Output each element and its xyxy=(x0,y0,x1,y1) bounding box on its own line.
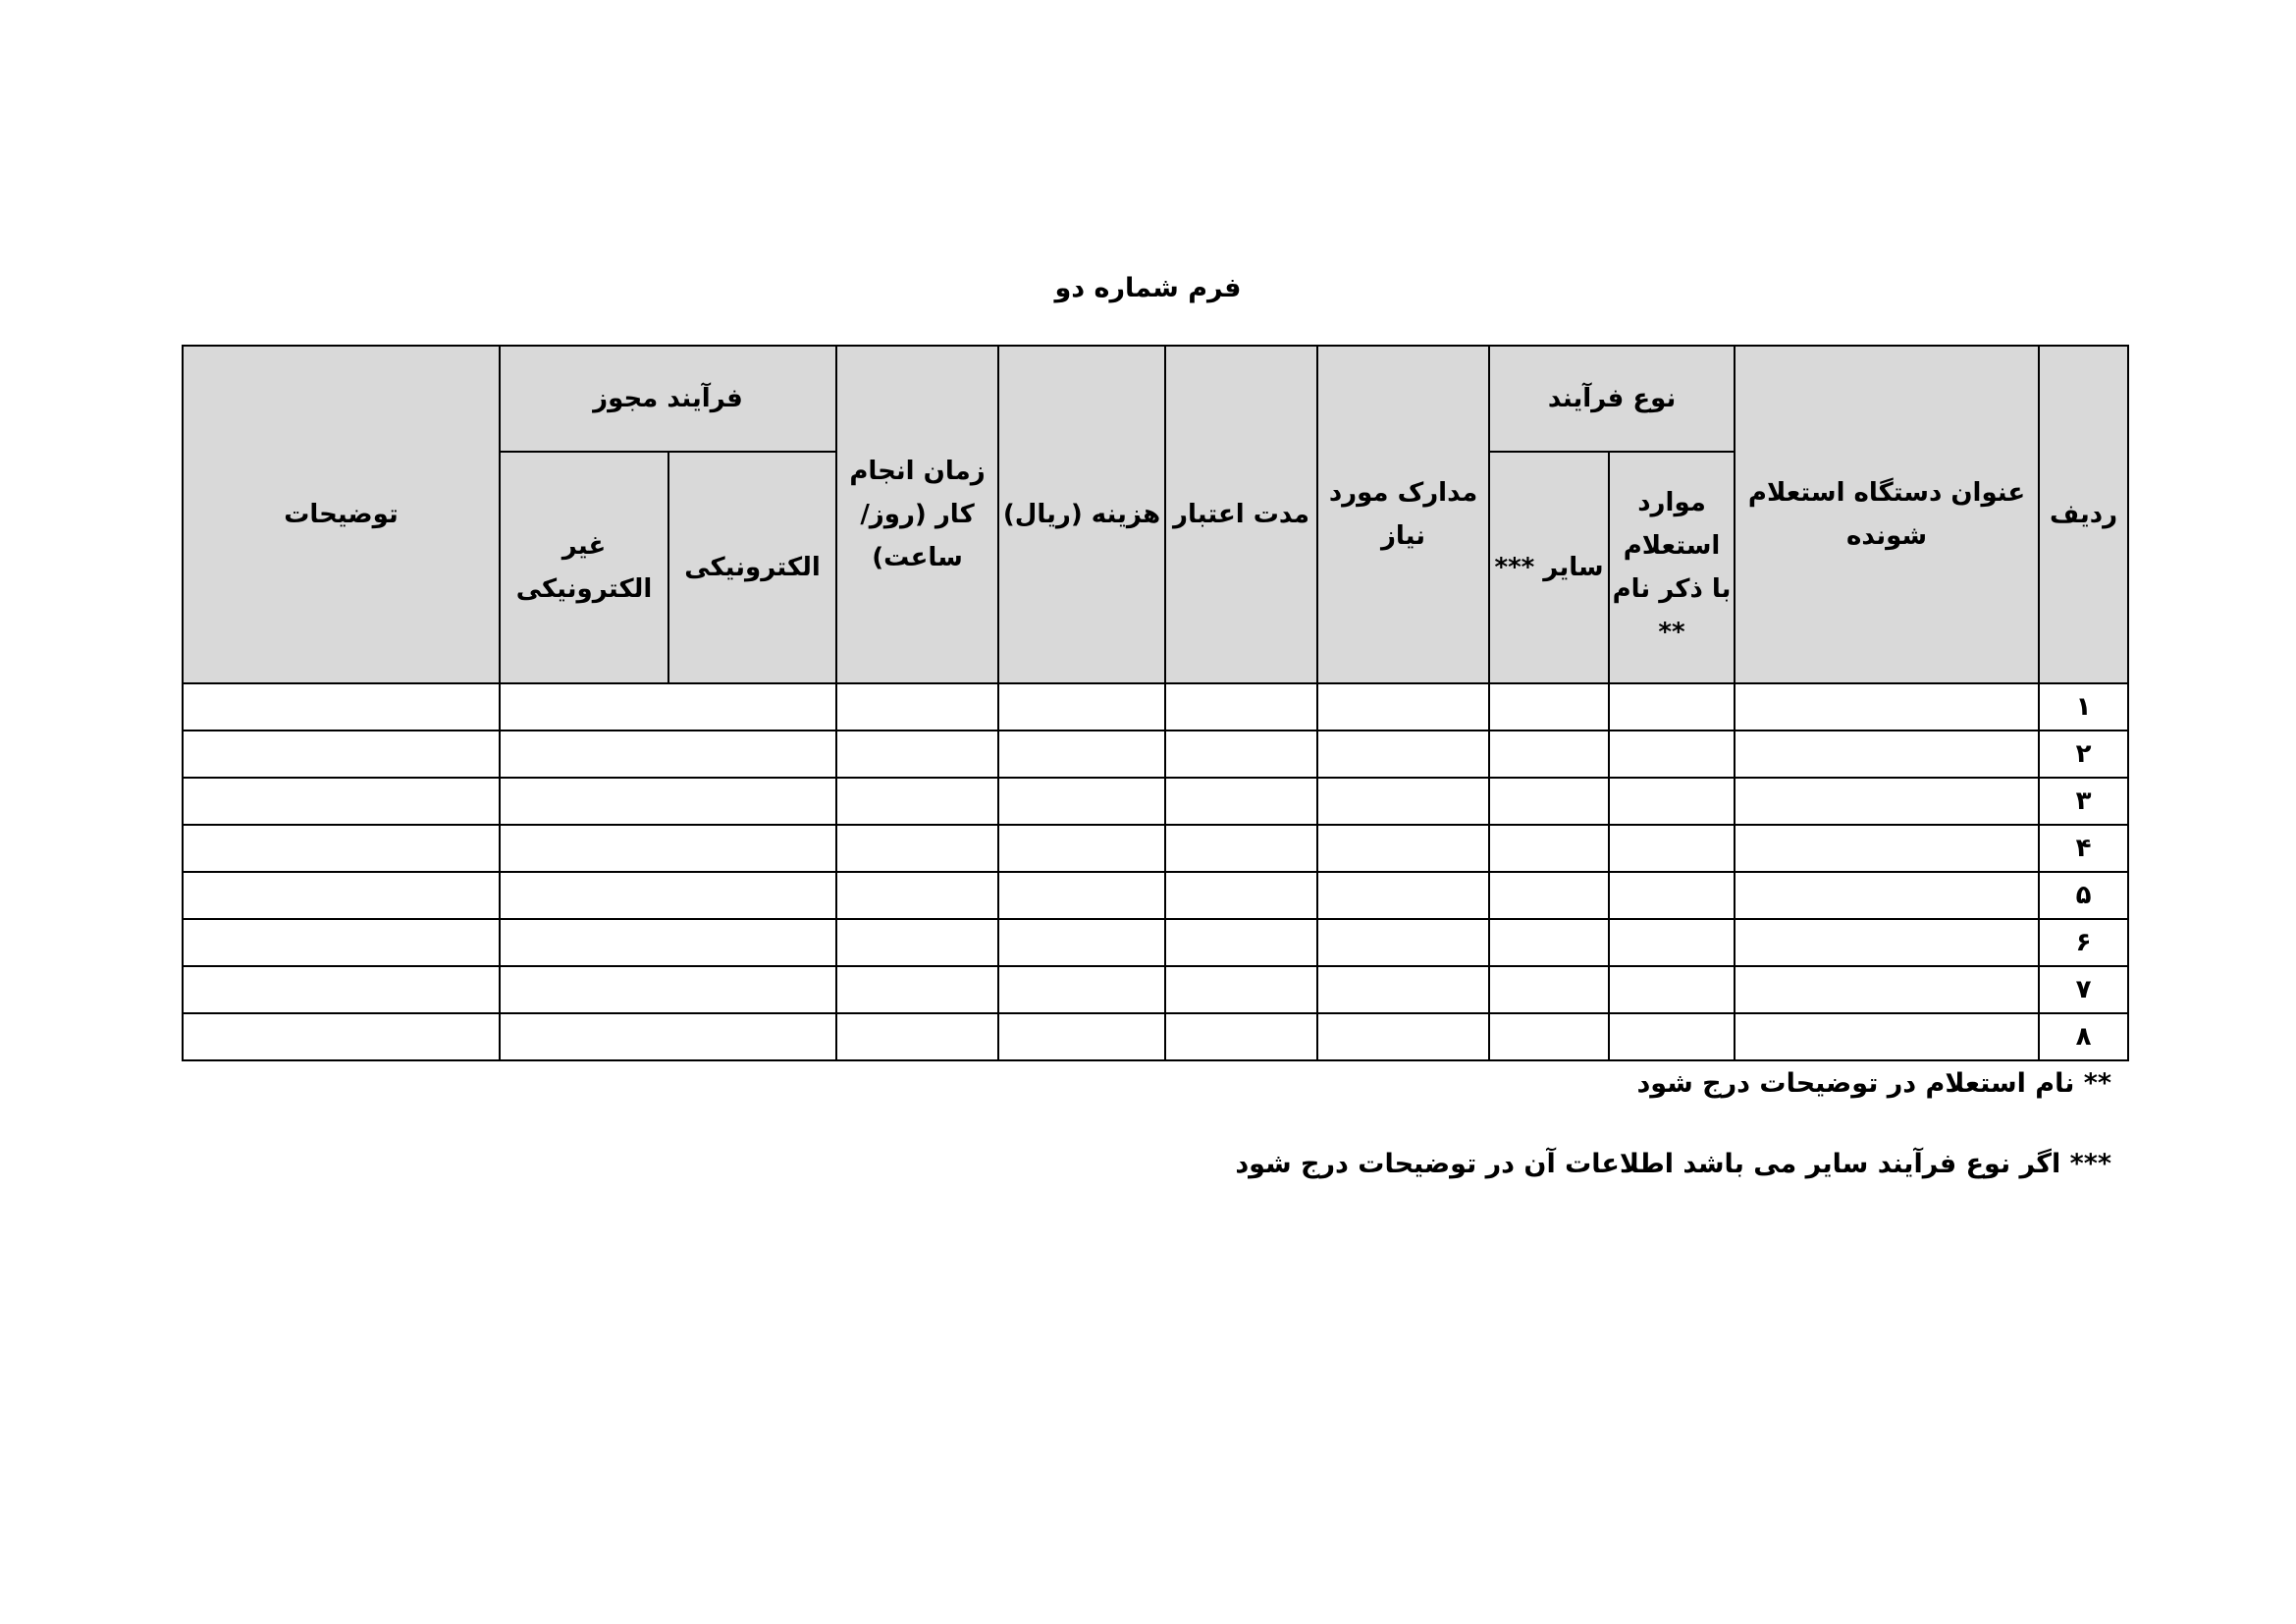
table-cell[interactable] xyxy=(1735,1013,2039,1060)
table-cell[interactable] xyxy=(1489,919,1609,966)
table-cell[interactable] xyxy=(836,778,998,825)
table-cell[interactable] xyxy=(500,919,836,966)
row-number: ۲ xyxy=(2039,731,2128,778)
header-moddat: مدت اعتبار xyxy=(1165,346,1317,683)
table-cell[interactable] xyxy=(1489,966,1609,1013)
table-cell[interactable] xyxy=(1165,966,1317,1013)
header-electronic: الکترونیکی xyxy=(668,452,836,683)
table-cell[interactable] xyxy=(1735,919,2039,966)
table-cell[interactable] xyxy=(1317,683,1489,731)
table-row xyxy=(183,872,2128,919)
table-cell[interactable] xyxy=(1735,778,2039,825)
table-row xyxy=(183,683,2128,731)
table-cell[interactable] xyxy=(1317,1013,1489,1060)
table-cell[interactable] xyxy=(998,919,1165,966)
header-mavared: موارد استعلام با ذکر نام ** xyxy=(1609,452,1735,683)
row-number: ۷ xyxy=(2039,966,2128,1013)
table-cell[interactable] xyxy=(1609,731,1735,778)
table-cell[interactable] xyxy=(183,778,500,825)
table-cell[interactable] xyxy=(836,966,998,1013)
table-cell[interactable] xyxy=(1609,825,1735,872)
row-number: ۸ xyxy=(2039,1013,2128,1060)
table-cell[interactable] xyxy=(500,825,836,872)
table-cell[interactable] xyxy=(1489,872,1609,919)
table-cell[interactable] xyxy=(1165,1013,1317,1060)
table-cell[interactable] xyxy=(183,966,500,1013)
table-cell[interactable] xyxy=(183,919,500,966)
table-cell[interactable] xyxy=(1609,966,1735,1013)
table-cell[interactable] xyxy=(500,1013,836,1060)
table-cell[interactable] xyxy=(1735,825,2039,872)
table-cell[interactable] xyxy=(998,1013,1165,1060)
table-cell[interactable] xyxy=(998,825,1165,872)
table-cell[interactable] xyxy=(1609,872,1735,919)
header-onvan: عنوان دستگاه استعلام شونده xyxy=(1735,346,2039,683)
row-number: ۳ xyxy=(2039,778,2128,825)
table-cell[interactable] xyxy=(1489,1013,1609,1060)
row-number: ۶ xyxy=(2039,919,2128,966)
table-cell[interactable] xyxy=(998,966,1165,1013)
table-cell[interactable] xyxy=(1489,825,1609,872)
table-row xyxy=(183,1013,2128,1060)
table-cell[interactable] xyxy=(500,778,836,825)
table-cell[interactable] xyxy=(500,872,836,919)
header-radif: ردیف xyxy=(2039,346,2128,683)
inquiry-table xyxy=(182,345,2129,1061)
table-row xyxy=(183,919,2128,966)
table-row xyxy=(183,966,2128,1013)
table-cell[interactable] xyxy=(183,825,500,872)
table-cell[interactable] xyxy=(998,872,1165,919)
table-cell[interactable] xyxy=(1735,683,2039,731)
table-cell[interactable] xyxy=(836,1013,998,1060)
table-cell[interactable] xyxy=(836,919,998,966)
form-title: فرم شماره دو xyxy=(1054,273,1242,303)
table-cell[interactable] xyxy=(998,778,1165,825)
table-cell[interactable] xyxy=(1735,731,2039,778)
table-cell[interactable] xyxy=(183,683,500,731)
table-cell[interactable] xyxy=(183,731,500,778)
table-cell[interactable] xyxy=(1609,919,1735,966)
table-cell[interactable] xyxy=(1317,872,1489,919)
footnote-1: ** نام استعلام در توضیحات درج شود xyxy=(1636,1068,2111,1099)
table-cell[interactable] xyxy=(500,683,836,731)
table-cell[interactable] xyxy=(1317,731,1489,778)
table-row xyxy=(183,778,2128,825)
table-cell[interactable] xyxy=(1735,872,2039,919)
table-cell[interactable] xyxy=(836,683,998,731)
row-number: ۵ xyxy=(2039,872,2128,919)
table-cell[interactable] xyxy=(183,1013,500,1060)
table-cell[interactable] xyxy=(1609,778,1735,825)
table-cell[interactable] xyxy=(1165,872,1317,919)
table-cell[interactable] xyxy=(998,731,1165,778)
table-cell[interactable] xyxy=(1489,731,1609,778)
table-cell[interactable] xyxy=(1165,919,1317,966)
table-cell[interactable] xyxy=(1165,778,1317,825)
header-madarek: مدارک مورد نیاز xyxy=(1317,346,1489,683)
header-sayer: سایر *** xyxy=(1489,452,1609,683)
header-noe-farayand: نوع فرآیند xyxy=(1489,346,1735,452)
table-cell[interactable] xyxy=(1609,1013,1735,1060)
table-cell[interactable] xyxy=(183,872,500,919)
table-cell[interactable] xyxy=(500,731,836,778)
table-cell[interactable] xyxy=(1165,825,1317,872)
table-body xyxy=(183,683,2128,1060)
table-cell[interactable] xyxy=(1165,731,1317,778)
table-cell[interactable] xyxy=(1317,825,1489,872)
row-number: ۱ xyxy=(2039,683,2128,731)
table-cell[interactable] xyxy=(1165,683,1317,731)
table-cell[interactable] xyxy=(1489,778,1609,825)
header-hazineh: هزینه (ریال) xyxy=(998,346,1165,683)
table-cell[interactable] xyxy=(836,825,998,872)
footnote-2: *** اگر نوع فرآیند سایر می باشد اطلاعات آن در توضیحات درج شود xyxy=(1235,1149,2111,1179)
table-row xyxy=(183,731,2128,778)
table-cell[interactable] xyxy=(1317,919,1489,966)
header-tozihat: توضیحات xyxy=(183,346,500,683)
table-cell[interactable] xyxy=(1317,966,1489,1013)
row-number: ۴ xyxy=(2039,825,2128,872)
table-cell[interactable] xyxy=(1609,683,1735,731)
header-zaman: زمان انجام کار (روز/ ساعت) xyxy=(836,346,998,683)
header-farayand-mojavez: فرآیند مجوز xyxy=(500,346,836,452)
table-cell[interactable] xyxy=(1489,683,1609,731)
table-cell[interactable] xyxy=(836,731,998,778)
table-cell[interactable] xyxy=(1317,778,1489,825)
table-cell[interactable] xyxy=(998,683,1165,731)
table-cell[interactable] xyxy=(500,966,836,1013)
table-cell[interactable] xyxy=(1735,966,2039,1013)
table-row xyxy=(183,825,2128,872)
table-cell[interactable] xyxy=(836,872,998,919)
header-non-electronic: غیر الکترونیکی xyxy=(500,452,668,683)
